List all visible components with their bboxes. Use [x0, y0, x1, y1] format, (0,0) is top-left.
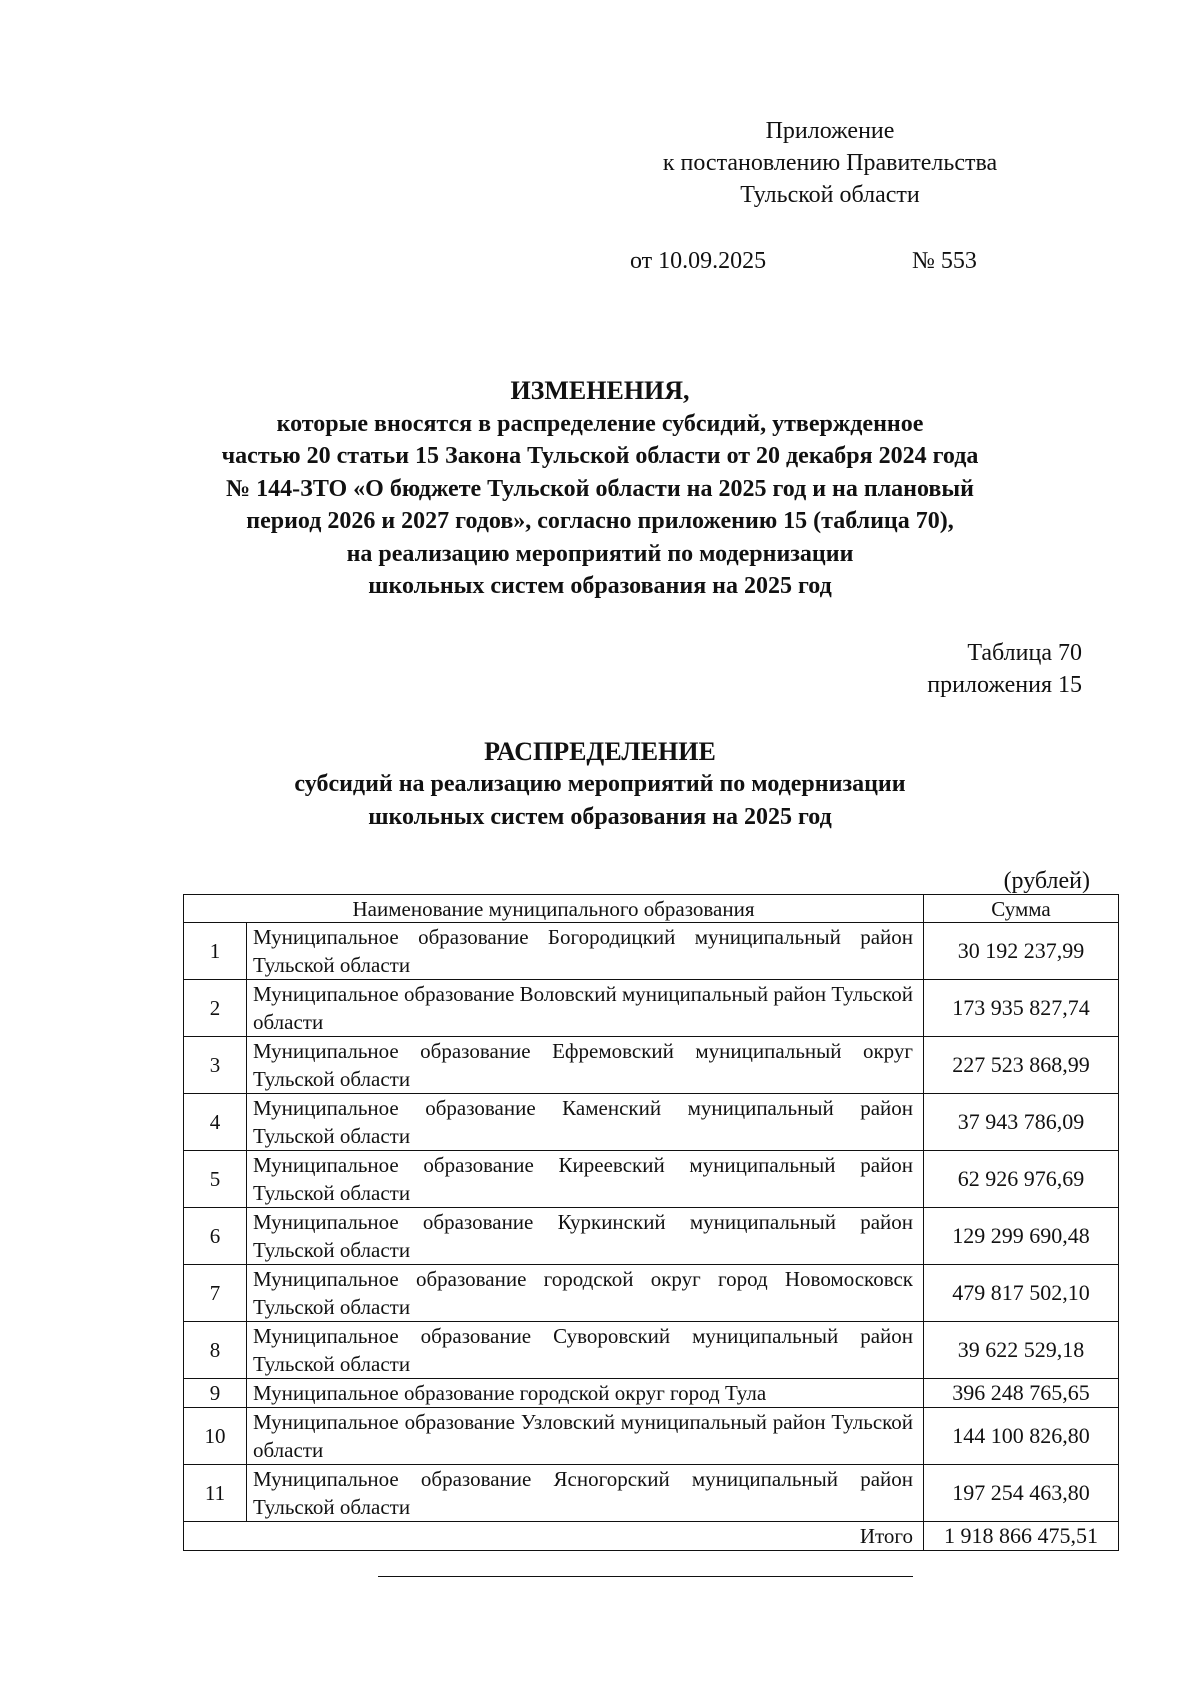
- table-ref-line-1: Таблица 70: [967, 640, 1082, 666]
- row-amount: 37 943 786,09: [924, 1094, 1119, 1151]
- changes-line: которые вносятся в распределение субсидий, утвержденное: [276, 410, 924, 437]
- changes-title: [150, 375, 1050, 603]
- appendix-block: [600, 115, 1060, 211]
- table-header-row: [184, 895, 1119, 923]
- row-name: Муниципальное образование Ясногорский муниципальный район Тульской области: [247, 1465, 924, 1522]
- changes-line: на реализацию мероприятий по модернизации: [346, 540, 854, 567]
- row-amount: 479 817 502,10: [924, 1265, 1119, 1322]
- row-name: Муниципальное образование Куркинский муниципальный район Тульской области: [247, 1208, 924, 1265]
- row-name: Муниципальное образование Богородицкий муниципальный район Тульской области: [247, 923, 924, 980]
- distribution-table: [183, 894, 1119, 1551]
- row-amount: 144 100 826,80: [924, 1408, 1119, 1465]
- row-name: Муниципальное образование городской округ город Тула: [247, 1379, 924, 1408]
- changes-line: период 2026 и 2027 годов», согласно приложению 15 (таблица 70),: [246, 508, 954, 534]
- table-row: [184, 1208, 1119, 1265]
- total-amount: 1 918 866 475,51: [924, 1522, 1119, 1551]
- order-number: № 553: [912, 248, 977, 274]
- distribution-heading: РАСПРЕДЕЛЕНИЕ: [484, 737, 716, 766]
- row-amount: 396 248 765,65: [924, 1379, 1119, 1408]
- table-row: [184, 1037, 1119, 1094]
- header-sum: Сумма: [924, 895, 1119, 923]
- table-row: [184, 1094, 1119, 1151]
- end-divider: [378, 1576, 913, 1577]
- units-label: (рублей): [1003, 868, 1090, 894]
- header-name: Наименование муниципального образования: [184, 895, 924, 923]
- row-amount: 173 935 827,74: [924, 980, 1119, 1037]
- row-amount: 129 299 690,48: [924, 1208, 1119, 1265]
- table-reference: [927, 637, 1082, 701]
- row-amount: 30 192 237,99: [924, 923, 1119, 980]
- distribution-line-1: субсидий на реализацию мероприятий по модернизации: [294, 771, 906, 797]
- table-row: [184, 1465, 1119, 1522]
- row-number: 4: [184, 1094, 247, 1151]
- table-row: [184, 923, 1119, 980]
- distribution-line-2: школьных систем образования на 2025 год: [368, 804, 832, 830]
- appendix-line-3: Тульской области: [740, 182, 920, 208]
- row-name: Муниципальное образование Узловский муниципальный район Тульской области: [247, 1408, 924, 1465]
- table-ref-line-2: приложения 15: [927, 672, 1082, 698]
- changes-line: частью 20 статьи 15 Закона Тульской области от 20 декабря 2024 года: [221, 443, 979, 469]
- row-name: Муниципальное образование Суворовский муниципальный район Тульской области: [247, 1322, 924, 1379]
- row-number: 6: [184, 1208, 247, 1265]
- row-number: 10: [184, 1408, 247, 1465]
- row-name: Муниципальное образование Каменский муниципальный район Тульской области: [247, 1094, 924, 1151]
- changes-line: № 144-ЗТО «О бюджете Тульской области на 2025 год и на плановый: [226, 475, 974, 502]
- total-label: Итого: [184, 1522, 924, 1551]
- row-number: 7: [184, 1265, 247, 1322]
- changes-line: школьных систем образования на 2025 год: [368, 573, 832, 599]
- row-number: 1: [184, 923, 247, 980]
- row-amount: 197 254 463,80: [924, 1465, 1119, 1522]
- table-row: [184, 1408, 1119, 1465]
- total-row: [184, 1522, 1119, 1551]
- row-number: 2: [184, 980, 247, 1037]
- row-amount: 39 622 529,18: [924, 1322, 1119, 1379]
- row-amount: 62 926 976,69: [924, 1151, 1119, 1208]
- distribution-title: [150, 735, 1050, 834]
- row-number: 5: [184, 1151, 247, 1208]
- appendix-line-2: к постановлению Правительства: [662, 150, 998, 176]
- row-amount: 227 523 868,99: [924, 1037, 1119, 1094]
- row-number: 8: [184, 1322, 247, 1379]
- row-number: 11: [184, 1465, 247, 1522]
- appendix-line-1: Приложение: [765, 118, 895, 144]
- row-name: Муниципальное образование городской округ город Новомосковск Тульской области: [247, 1265, 924, 1322]
- table-row: [184, 1265, 1119, 1322]
- row-name: Муниципальное образование Воловский муниципальный район Тульской области: [247, 980, 924, 1037]
- row-number: 3: [184, 1037, 247, 1094]
- changes-heading: ИЗМЕНЕНИЯ,: [510, 376, 690, 405]
- row-name: Муниципальное образование Киреевский муниципальный район Тульской области: [247, 1151, 924, 1208]
- order-date: от 10.09.2025: [630, 248, 767, 274]
- table-row: [184, 1151, 1119, 1208]
- table-row: [184, 1322, 1119, 1379]
- table-row: [184, 1379, 1119, 1408]
- row-name: Муниципальное образование Ефремовский муниципальный округ Тульской области: [247, 1037, 924, 1094]
- table-row: [184, 980, 1119, 1037]
- row-number: 9: [184, 1379, 247, 1408]
